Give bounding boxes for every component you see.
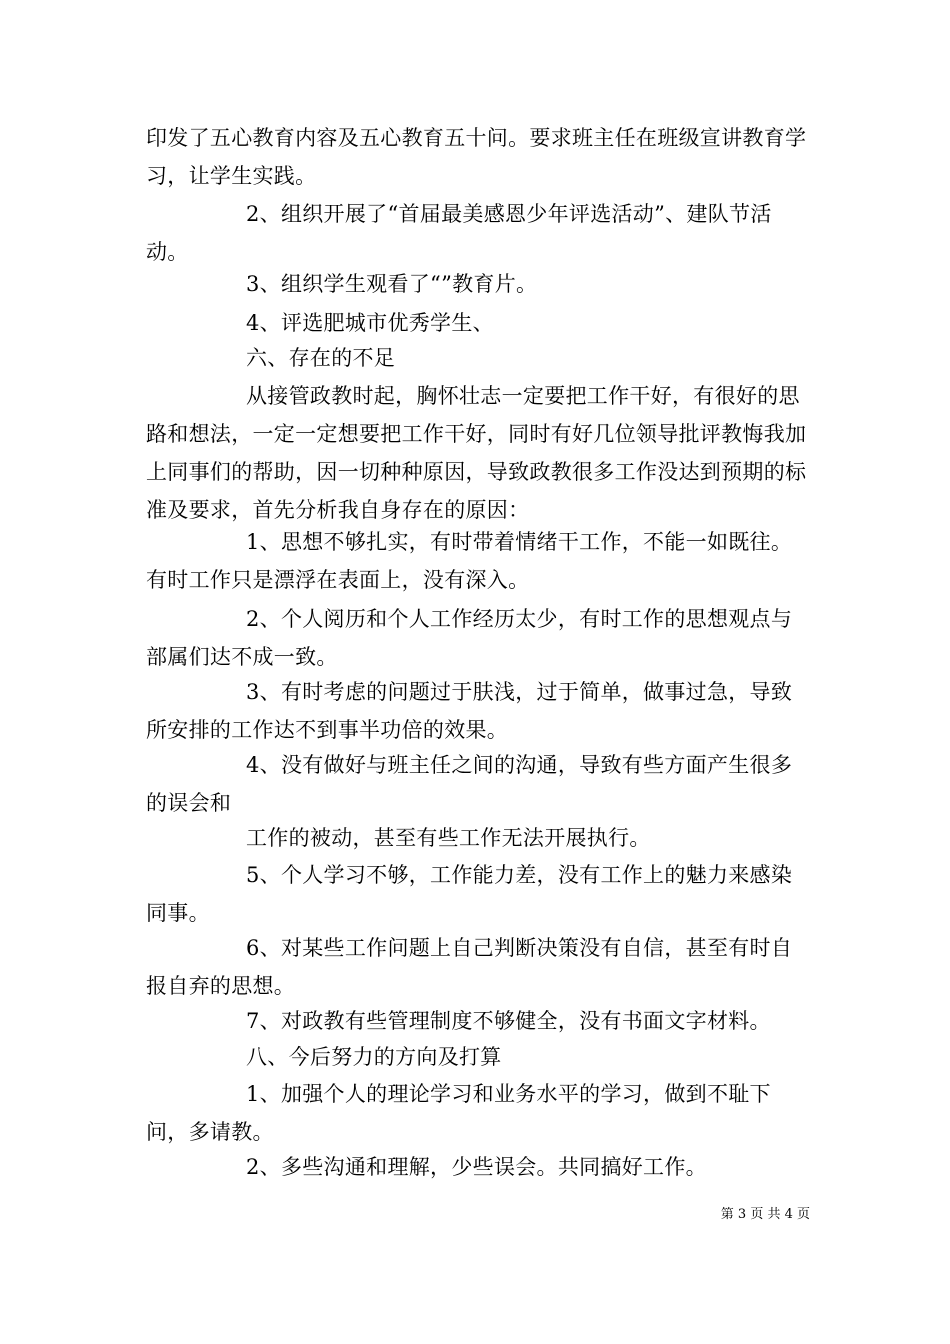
list-item-4: 4、没有做好与班主任之间的沟通，导致有些方面产生很多的误会和 (146, 753, 793, 815)
list-item-5: 5、个人学习不够，工作能力差，没有工作上的魅力来感染同事。 (146, 863, 793, 925)
list-item-2: 2、个人阅历和个人工作经历太少，有时工作的思想观点与部属们达不成一致。 (146, 607, 793, 669)
plan-item-2: 2、多些沟通和理解，少些误会。共同搞好工作。 (246, 1155, 707, 1179)
section-heading-shortcomings: 六、存在的不足 (246, 346, 396, 370)
paragraph-4: 4、评选肥城市优秀学生、 (246, 311, 494, 335)
list-item-6: 6、对某些工作问题上自己判断决策没有自信，甚至有时自报自弃的思想。 (146, 936, 793, 998)
paragraph-3: 3、组织学生观看了“”教育片。 (246, 272, 538, 296)
paragraph-2: 2、组织开展了“首届最美感恩少年评选活动”、建队节活动。 (146, 202, 772, 264)
list-item-1: 1、思想不够扎实，有时带着情绪干工作，不能一如既往。有时工作只是漂浮在表面上，没有深入。 (146, 530, 793, 592)
plan-item-1: 1、加强个人的理论学习和业务水平的学习，做到不耻下问，多请教。 (146, 1082, 771, 1144)
list-item-7: 7、对政教有些管理制度不够健全，没有书面文字材料。 (246, 1009, 771, 1033)
section-heading-plans: 八、今后努力的方向及打算 (246, 1045, 502, 1069)
list-item-3: 3、有时考虑的问题过于肤浅，过于简单，做事过急，导致所安排的工作达不到事半功倍的效果。 (146, 680, 793, 742)
paragraph-5: 从接管政教时起，胸怀壮志一定要把工作干好，有很好的思路和想法，一定一定想要把工作干好，同时有好几位领导批评教悔我加上同事们的帮助，因一切种种原因，导致政教很多工作没达到预期的标准及要求，首先分析我自身存在的原因： (146, 384, 807, 522)
list-item-4-continued: 工作的被动，甚至有些工作无法开展执行。 (246, 826, 651, 850)
page-number-footer: 第 3 页 共 4 页 (720, 1207, 810, 1222)
paragraph-1: 印发了五心教育内容及五心教育五十问。要求班主任在班级宣讲教育学习，让学生实践。 (146, 126, 807, 188)
